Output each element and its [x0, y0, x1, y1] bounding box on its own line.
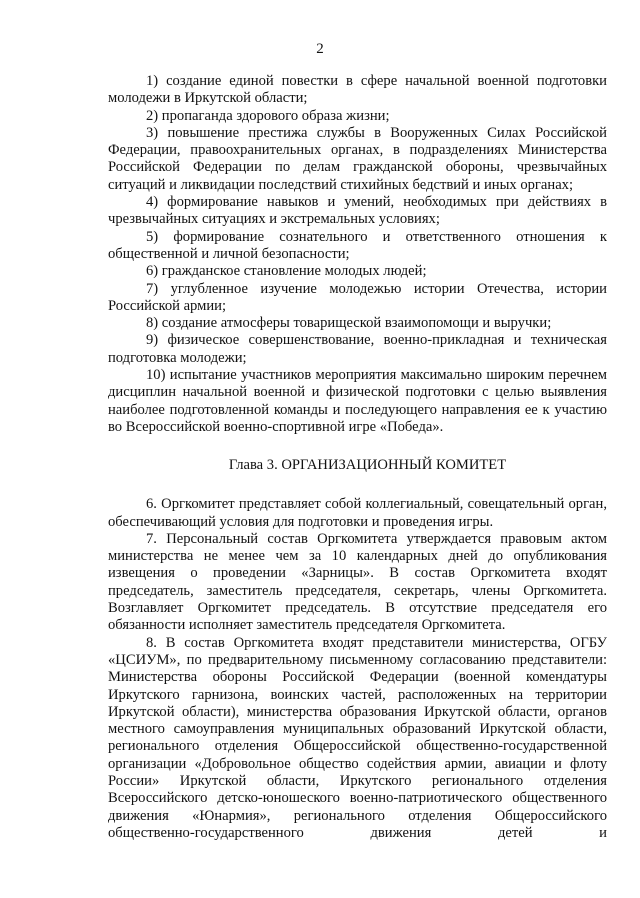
list-item-5: 5) формирование сознательного и ответственного отношения к общественной и личной безопасности; [108, 228, 607, 262]
section-6: 6. Оргкомитет представляет собой коллегиальный, совещательный орган, обеспечивающий условия для подготовки и проведения игры. [108, 496, 607, 530]
list-item-1: 1) создание единой повестки в сфере начальной военной подготовки молодежи в Иркутской области; [108, 73, 607, 107]
list-item-10: 10) испытание участников мероприятия максимально широким перечнем дисциплин начальной военной и физической подготовки с целью выявления наиболее подготовленной команды и последующего направления ее к участию во Всероссийской военно-спортивной игре «Победа». [108, 367, 607, 435]
document-body [108, 73, 607, 842]
list-item-4: 4) формирование навыков и умений, необходимых при действиях в чрезвычайных ситуациях и экстремальных условиях; [108, 194, 607, 228]
section-8: 8. В состав Оргкомитета входят представители министерства, ОГБУ «ЦСИУМ», по предварительному письменному согласованию представители: Министерства обороны Российской Федерации (военной комендатуры Иркутского гарнизона, воинских частей, расположенных на территории Иркутской области), министерства образования Иркутской области, органов местного самоуправления муниципальных образований Иркутской области, регионального отделения Общероссийской общественно-государственной организации «Добровольное общество содействия армии, авиации и флоту России» Иркутской области, Иркутского регионального отделения Всероссийского детско-юношеского военно-патриотического общественного движения «Юнармия», регионального отделения Общероссийского общественно-государственного движения детей и [108, 634, 607, 841]
chapter-heading: Глава 3. ОРГАНИЗАЦИОННЫЙ КОМИТЕТ [228, 457, 507, 474]
list-item-7: 7) углубленное изучение молодежью истории Отечества, истории Российской армии; [108, 280, 607, 314]
list-item-3: 3) повышение престижа службы в Вооруженных Силах Российской Федерации, правоохранительных органах, в подразделениях Министерства Российской Федерации по делам гражданской обороны, чрезвычайных ситуаций и ликвидации последствий стихийных бедствий и иных органах; [108, 124, 607, 193]
section-7: 7. Персональный состав Оргкомитета утверждается правовым актом министерства не менее чем за 10 календарных дней до опубликования извещения о проведении «Зарницы». В состав Оргкомитета входят председатель, заместитель председателя, секретарь, члены Оргкомитета. Возглавляет Оргкомитет председатель. В отсутствие председателя его обязанности исполняет заместитель председателя Оргкомитета. [108, 530, 607, 634]
list-item-8: 8) создание атмосферы товарищеской взаимопомощи и выручки; [146, 315, 552, 332]
list-item-9: 9) физическое совершенствование, военно-прикладная и техническая подготовка молодежи; [108, 332, 607, 366]
page-number: 2 [316, 41, 324, 57]
list-item-6: 6) гражданское становление молодых людей; [146, 263, 427, 280]
list-item-2: 2) пропаганда здорового образа жизни; [146, 107, 390, 124]
